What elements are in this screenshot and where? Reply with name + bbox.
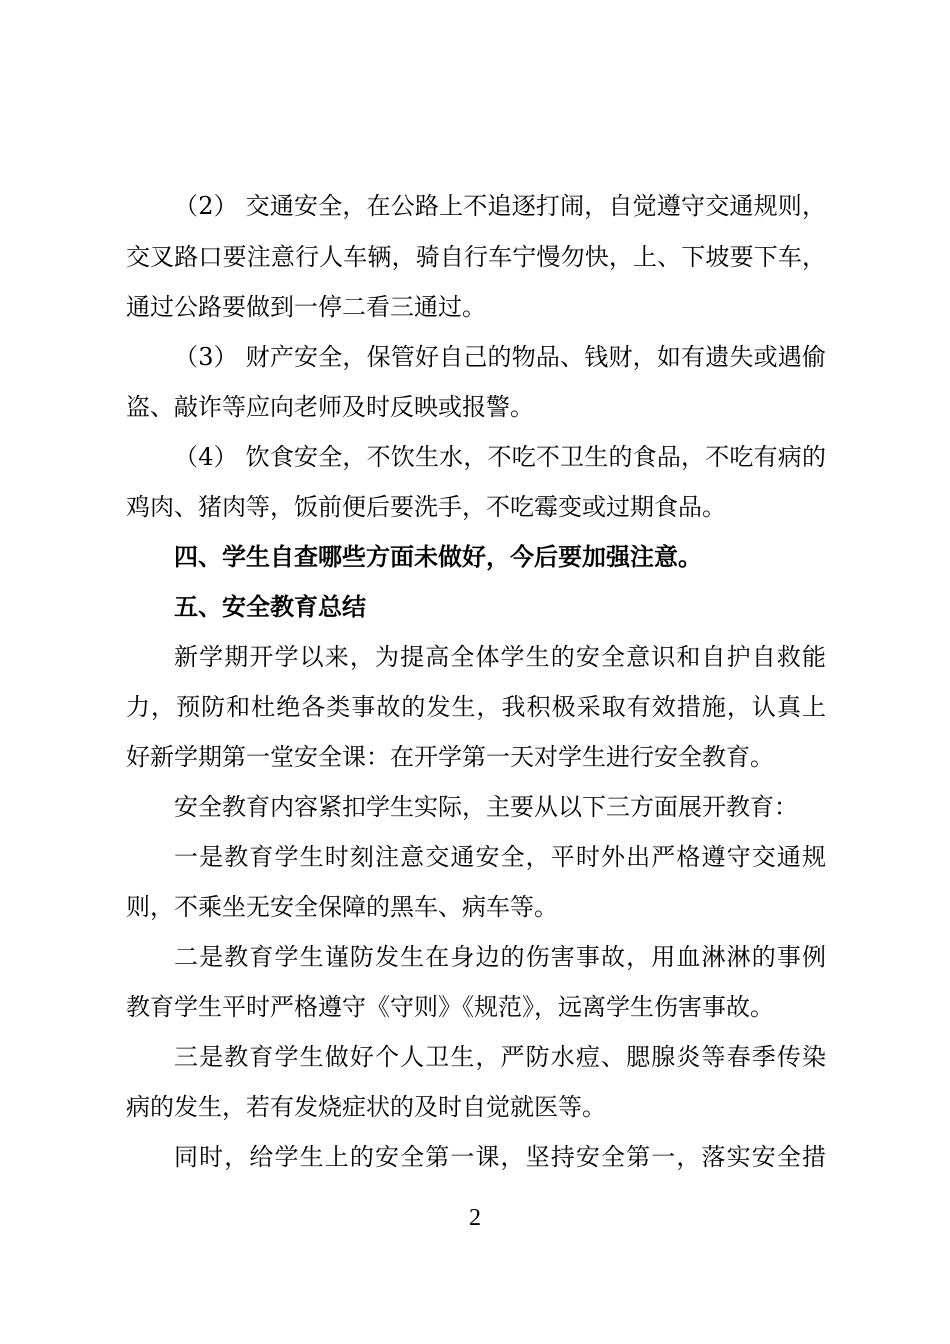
paragraph-line: 通过公路要做到一停二看三通过。 [126,293,486,321]
paragraph-line: 鸡肉、猪肉等，饭前便后要洗手，不吃霉变或过期食品。 [126,493,726,521]
paragraph-line: 盗、敲诈等应向老师及时反映或报警。 [126,393,534,421]
paragraph-line: 交叉路口要注意行人车辆，骑自行车宁慢勿快，上、下坡要下车， [126,243,826,271]
paragraph-line: 新学期开学以来，为提高全体学生的安全意识和自护自救能 [174,643,826,671]
paragraph-line: （3） 财产安全，保管好自己的物品、钱财，如有遗失或遇偷 [174,343,826,371]
paragraph-line: 安全教育内容紧扣学生实际，主要从以下三方面展开教育： [174,793,798,821]
paragraph-line: 好新学期第一堂安全课：在开学第一天对学生进行安全教育。 [126,743,774,771]
paragraph-line: 则，不乘坐无安全保障的黑车、病车等。 [126,893,558,921]
section-heading: 四、学生自查哪些方面未做好，今后要加强注意。 [174,542,702,571]
paragraph-line: 一是教育学生时刻注意交通安全，平时外出严格遵守交通规 [174,843,826,871]
paragraph-line: （2） 交通安全，在公路上不追逐打闹，自觉遵守交通规则， [174,192,826,220]
paragraph-line: 二是教育学生谨防发生在身边的伤害事故，用血淋淋的事例 [174,943,826,971]
paragraph-line: 三是教育学生做好个人卫生，严防水痘、腮腺炎等春季传染 [174,1043,826,1071]
paragraph-line: 同时，给学生上的安全第一课，坚持安全第一，落实安全措 [174,1143,826,1171]
paragraph-line: 病的发生，若有发烧症状的及时自觉就医等。 [126,1093,606,1121]
page-number: 2 [469,1205,481,1231]
paragraph-line: （4） 饮食安全，不饮生水，不吃不卫生的食品，不吃有病的 [174,443,826,471]
paragraph-line: 力，预防和杜绝各类事故的发生，我积极采取有效措施，认真上 [126,693,826,721]
section-heading: 五、安全教育总结 [174,592,366,621]
paragraph-line: 教育学生平时严格遵守《守则》《规范》，远离学生伤害事故。 [126,993,774,1021]
